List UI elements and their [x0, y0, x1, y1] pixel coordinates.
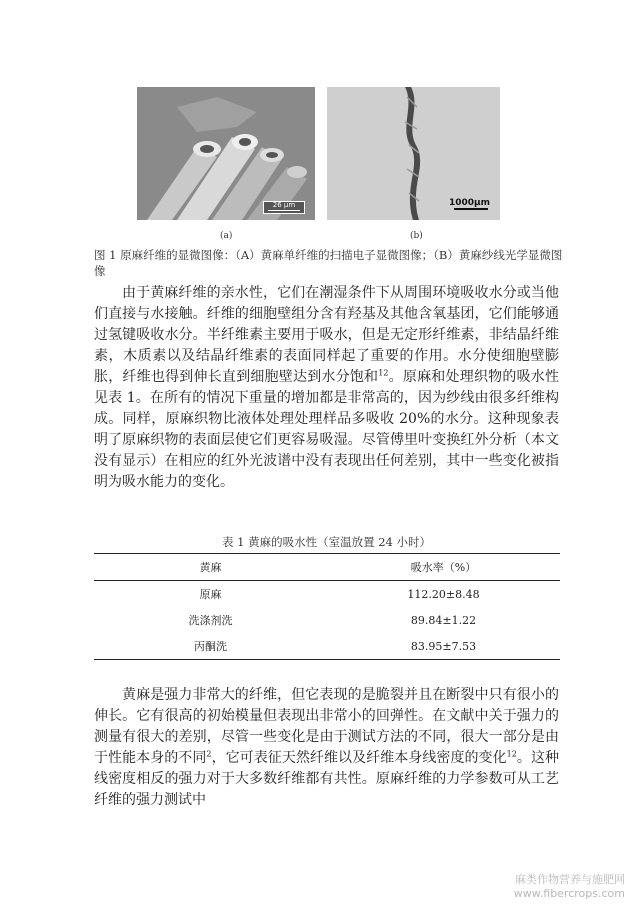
- scale-label: 26 µm: [272, 201, 296, 209]
- watermark: [514, 873, 625, 901]
- column-header: 吸水率（%）: [410, 561, 477, 574]
- table-cell: 112.20±8.48: [407, 587, 480, 601]
- panel-a-sublabel: (a): [220, 231, 233, 241]
- table-cell: 丙酮洗: [194, 640, 227, 653]
- table-row: [94, 607, 560, 633]
- paragraph-text: 。原麻和处理织物的吸水性见表 1。在所有的情况下重量的增加都是非常高的，因为纱线由很多纤维构成。同样，原麻织物比液体处理处理样品多吸收 20%的水分。这种现象表明了原麻织物的表面层使它们更容易吸湿。尽管傅里叶变换红外分析（本文没有显示）在相应的红外光波谱中没有表现出任何差别，其中一些变化被指明为吸水能力的变化。: [94, 369, 560, 490]
- scale-line: [268, 210, 300, 211]
- water-absorption-table: [94, 553, 560, 660]
- watermark-title: 麻类作物营养与施肥网: [515, 873, 625, 886]
- paragraph-text: ，它可表征天然纤维以及纤维本身线密度的变化: [211, 750, 507, 766]
- table-caption: 表 1 黄麻的吸水性（室温放置 24 小时）: [221, 535, 432, 549]
- watermark-url: www.fibercrops.com: [513, 887, 625, 900]
- table-header-row: [94, 554, 560, 581]
- paragraph-strength: [94, 685, 559, 811]
- paragraph-text: 黄麻是强力非常大的纤维，但它表现的是脆裂并且在断裂中只有很小的伸长。它有很高的初始模量但表现出非常小的回弹性。在文献中关于强力的测量有很大的差别，尽管一些变化是由于测试方法的不同，很大一部分是由于性能本身的不同: [94, 687, 559, 766]
- panel-b-sublabel: (b): [410, 231, 423, 241]
- optical-micrograph-b: [327, 87, 500, 220]
- paragraph-text: 由于黄麻纤维的亲水性，它们在潮湿条件下从周围环境吸收水分或当他们直接与水接触。纤维的细胞壁组分含有羟基及其他含氧基团，它们能够通过氢键吸收水分。半纤维素主要用于吸水，但是无定形纤维素，非结晶纤维素，木质素以及结晶纤维素的表面同样起了重要的作用。水分使细胞壁膨胀，纤维也得到伸长直到细胞壁达到水分饱和: [94, 285, 559, 385]
- figure-caption: 图 1 原麻纤维的显微图像：（A）黄麻单纤维的扫描电子显微图像；（B）黄麻纱线光学显微图像: [94, 248, 563, 278]
- table-row: [94, 581, 560, 608]
- table-cell: 89.84±1.22: [410, 613, 477, 627]
- scale-label: 1000μm: [448, 198, 490, 208]
- table-cell: 原麻: [199, 588, 222, 601]
- paragraph-text: 。这种线密度相反的强力对于大多数纤维都有共性。原麻纤维的力学参数可从工艺纤维的强力测试中: [94, 750, 560, 808]
- column-header: 黄麻: [199, 561, 222, 574]
- table-cell: 洗涤剂洗: [188, 614, 233, 627]
- sem-micrograph-a: [137, 87, 315, 220]
- scale-bar: [263, 201, 305, 214]
- citation: 12: [378, 368, 389, 378]
- table-cell: 83.95±7.53: [410, 639, 477, 653]
- citation: 12: [506, 749, 517, 759]
- table-row: [94, 633, 560, 660]
- paragraph-water-absorption: [94, 283, 559, 493]
- citation: 2: [206, 749, 212, 759]
- scale-line: [454, 208, 488, 210]
